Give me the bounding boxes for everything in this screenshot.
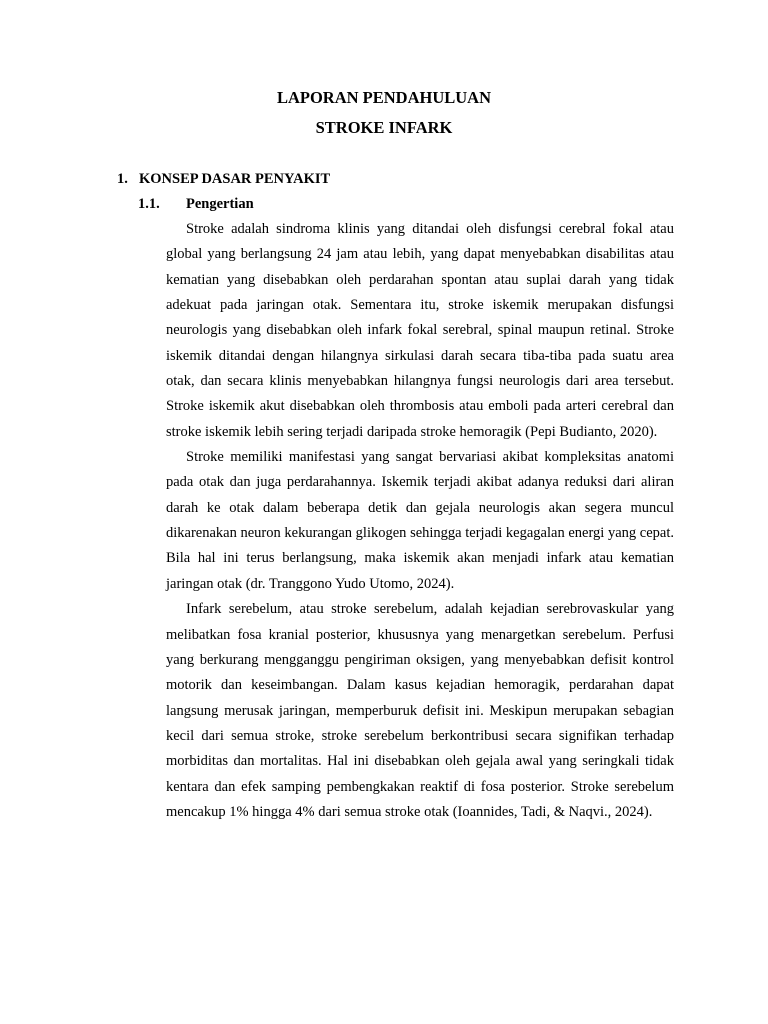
subsection-title: Pengertian: [186, 196, 254, 212]
document-subtitle: STROKE INFARK: [315, 118, 453, 137]
paragraph-cerebellar-infarct: Infark serebelum, atau stroke serebelum, adalah kejadian serebrovaskular yang melibatkan fosa kranial posterior, khususnya yang menargetkan serebelum. Perfusi yang berkurang mengganggu pengiriman oksigen, yang menyebabkan defisit kontrol motorik dan keseimbangan. Dalam kasus kejadian hemoragik, perdarahan dapat langsung merusak jaringan, memperburuk defisit ini. Meskipun merupakan sebagian kecil dari semua stroke, stroke serebelum berkontribusi secara signifikan terhadap morbiditas dan mortalitas. Hal ini disebabkan oleh gejala awal yang seringkali tidak kentara dan efek samping pembengkakan reaktif di fosa posterior. Stroke serebelum mencakup 1% hingga 4% dari semua stroke otak (Ioannides, Tadi, & Naqvi., 2024).: [166, 601, 674, 820]
section-title: KONSEP DASAR PENYAKIT: [139, 171, 331, 187]
section-number: 1.: [117, 171, 128, 187]
paragraph-manifestation: Stroke memiliki manifestasi yang sangat bervariasi akibat kompleksitas anatomi pada otak dan juga perdarahannya. Iskemik terjadi akibat adanya reduksi dari aliran darah ke otak dalam beberapa detik dan gejala neurologis akan segera muncul dikarenakan neuron kekurangan glikogen sehingga terjadi kegagalan energi yang cepat. Bila hal ini terus berlangsung, maka iskemik akan menjadi infark atau kematian jaringan otak (dr. Tranggono Yudo Utomo, 2024).: [166, 449, 674, 592]
paragraph-definition: Stroke adalah sindroma klinis yang ditandai oleh disfungsi cerebral fokal atau global yang berlangsung 24 jam atau lebih, yang dapat menyebabkan disabilitas atau kematian yang disebabkan oleh perdarahan spontan atau suplai darah yang tidak adekuat pada jaringan otak. Sementara itu, stroke iskemik merupakan disfungsi neurologis yang disebabkan oleh infark fokal serebral, spinal maupun retinal. Stroke iskemik ditandai dengan hilangnya sirkulasi darah secara tiba-tiba pada suatu area otak, dan secara klinis menyebabkan hilangnya fungsi neurologis dari area tersebut. Stroke iskemik akut disebabkan oleh thrombosis atau emboli pada arteri cerebral dan stroke iskemik lebih sering terjadi daripada stroke hemoragik (Pepi Budianto, 2020).: [166, 221, 674, 440]
section-heading: [117, 171, 330, 188]
document-title: LAPORAN PENDAHULUAN: [276, 88, 492, 107]
subsection-number: 1.1.: [138, 196, 160, 212]
body-text: [166, 217, 674, 825]
subsection-heading: [138, 196, 254, 213]
